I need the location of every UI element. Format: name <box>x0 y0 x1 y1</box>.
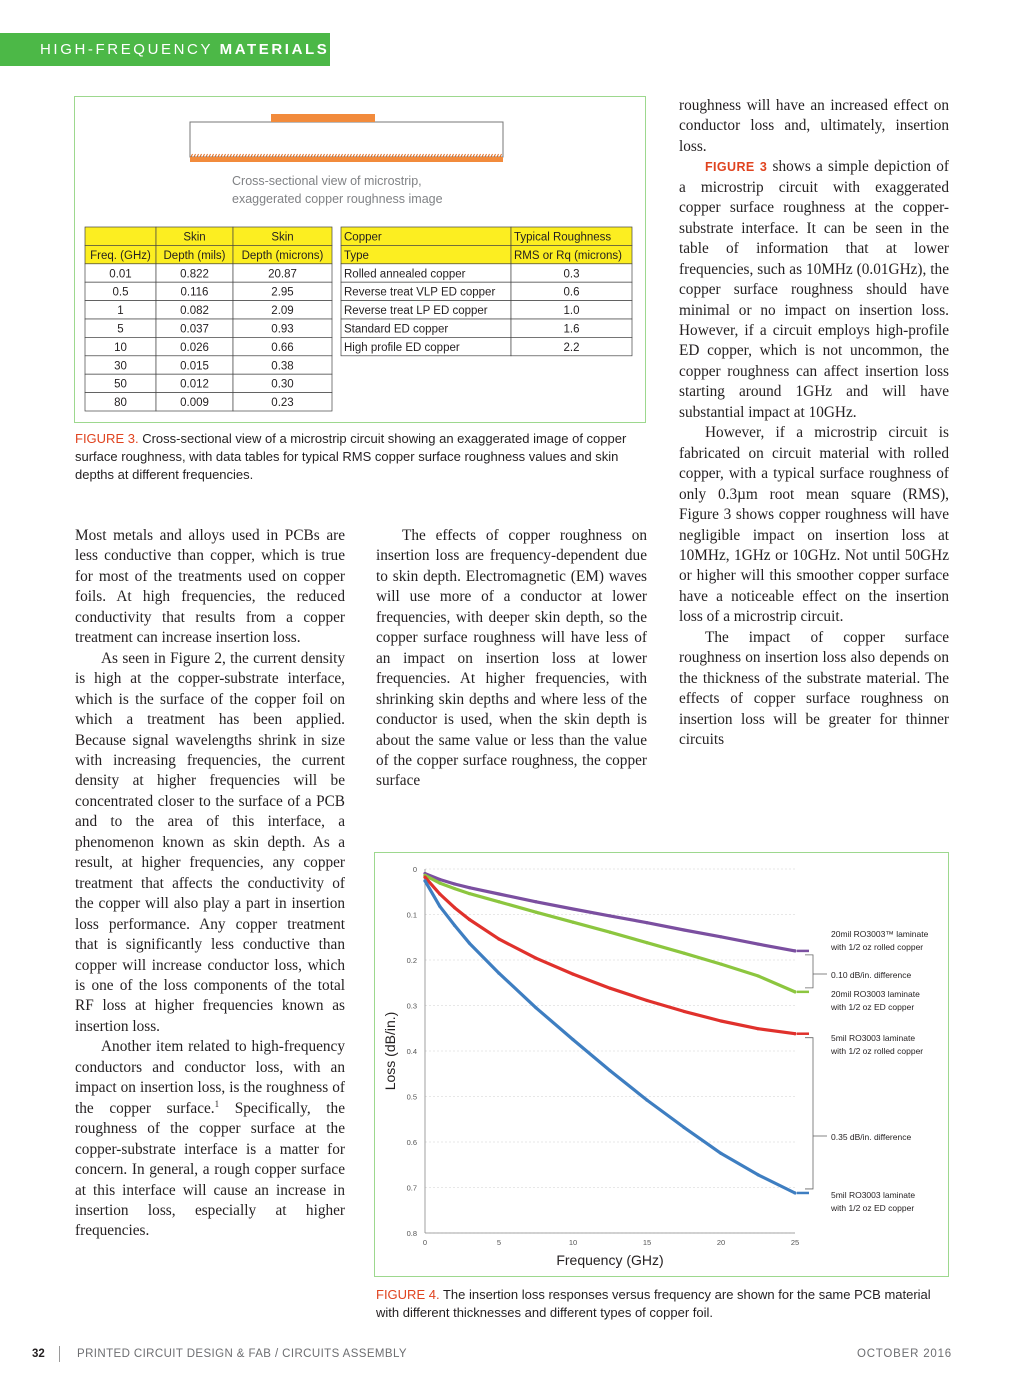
copper-roughness-value: 0.3 <box>563 268 580 281</box>
paragraph: The impact of copper surface roughness on insertion loss also depends on the thickness of the substrate material. The effects of copper surface roughness on insertion loss will be greater for thinner circuits <box>679 628 949 749</box>
x-tick-label: 20 <box>716 1238 726 1247</box>
skin-table-value: 0.93 <box>271 323 294 336</box>
skin-table-value: 0.026 <box>180 341 209 354</box>
series-1-point <box>468 886 471 889</box>
skin-table-value: 0.015 <box>180 360 209 373</box>
skin-table-value: 2.09 <box>271 305 294 318</box>
skin-header-text: Depth (microns) <box>241 249 324 262</box>
legend-entry-text: with 1/2 oz ED copper <box>831 1203 915 1213</box>
annotation-bracket-1 <box>805 955 813 988</box>
skin-table-value: 1 <box>117 305 124 318</box>
series-2-point <box>468 892 471 895</box>
skin-table-value: 0.082 <box>180 305 209 318</box>
legend-entry-text: 5mil RO3003 laminate <box>831 1033 916 1043</box>
paragraph: However, if a microstrip circuit is fabricated on circuit material with rolled copper, with a typical surface roughness of only 0.3µm root mean square (RMS), Figure 3 shows copper roughness will have negligible impact on insertion loss at 10MHz, 1GHz or 10GHz. Not until 50GHz or higher will this smoother copper surface have a noticeable effect on the insertion loss of a microstrip circuit. <box>679 424 949 626</box>
x-tick-label: 0 <box>422 1238 428 1247</box>
figure-reference: FIGURE 3 <box>705 160 768 175</box>
series-1-point <box>534 900 537 903</box>
skin-table-value: 0.012 <box>180 378 209 391</box>
microstrip-trace-top <box>271 114 375 122</box>
x-tick-label: 5 <box>496 1238 502 1247</box>
figure-3-caption <box>75 430 647 484</box>
figure-4-caption-label: FIGURE 4. <box>376 1287 440 1302</box>
skin-header-text: Freq. (GHz) <box>90 249 151 262</box>
legend-entry-text: with 1/2 oz ED copper <box>831 1002 915 1012</box>
series-3-point <box>423 876 426 879</box>
paragraph <box>75 1037 345 1242</box>
series-1-point <box>645 921 648 924</box>
paragraph: The effects of copper roughness on insertion loss are frequency-dependent due to skin depth. Electromagnetic (EM) waves will use more of a conductor at lower frequencies, with deeper skin depth, so the copper surface roughness will have less of an impact on insertion loss at lower frequencies. At higher frequencies, with shrinking skin depths and where less of the conductor is used, when the skin depth is about the same value or less than the value of the copper surface roughness, the copper surface <box>376 527 647 790</box>
series-2-point <box>682 952 685 955</box>
copper-roughness-table <box>341 227 632 356</box>
series-2-point <box>608 931 611 934</box>
paragraph-text: Another item related to high-frequency conductors and conductor loss, with an impact on insertion loss, is the roughness of the copper surface. <box>75 1038 345 1117</box>
copper-roughness-value: 1.6 <box>563 323 580 336</box>
series-2-point <box>497 900 500 903</box>
series-4-point <box>719 1152 722 1155</box>
skin-table-value: 0.23 <box>271 397 294 410</box>
figure-4-caption-text: The insertion loss responses versus frequency are shown for the same PCB material with different thicknesses and different types of copper foil. <box>376 1287 931 1320</box>
paragraph <box>679 157 949 423</box>
series-1-point <box>756 942 759 945</box>
legend-entry-text: 20mil RO3003 laminate <box>831 989 920 999</box>
cross-section-label-line1: Cross-sectional view of microstrip, <box>232 174 422 188</box>
skin-table-value: 0.30 <box>271 378 294 391</box>
series-4-point <box>571 1038 574 1041</box>
copper-type-text: Standard ED copper <box>344 323 449 336</box>
copper-type-text: Rolled annealed copper <box>344 268 466 281</box>
copper-header-text: Typical Roughness <box>514 231 612 244</box>
series-4-point <box>423 879 426 882</box>
difference-annotation: 0.35 dB/in. difference <box>831 1132 912 1142</box>
skin-table-value: 2.95 <box>271 286 294 299</box>
series-3-point <box>453 906 456 909</box>
paragraph-text: Specifically, the roughness of the copper surface at the copper-substrate interface is a matter for concern. In general, a rough copper surface at this interface will cause an increase in insertion loss, especially at higher frequencies. <box>75 1099 345 1240</box>
x-tick-label: 15 <box>642 1238 652 1247</box>
paragraph: As seen in Figure 2, the current density is high at the copper-substrate interface, which is the surface of the copper foil on which a treatment has been applied. Because signal wavelengths shrink in size with increasing frequencies, the current density at higher frequencies will be concentrated closer to the surface of a PCB and to the area of this interface, a phenomenon known as skin depth. As a result, at higher frequencies, any copper treatment that affects the conductivity of the copper will also play a part in insertion loss performance. Any copper treatment that is significantly less conductive than copper will increase conductor loss, which is one of the loss components of the total RF loss at higher frequencies known as insertion loss. <box>75 649 345 1035</box>
series-4-point <box>438 905 441 908</box>
skin-table-value: 0.66 <box>271 341 294 354</box>
copper-type-text: Reverse treat LP ED copper <box>344 305 488 318</box>
y-tick-label: 0.1 <box>406 910 417 920</box>
series-3-point <box>468 918 471 921</box>
copper-roughness-value: 1.0 <box>563 305 580 318</box>
series-1-point <box>719 935 722 938</box>
series-3-point <box>534 957 537 960</box>
chart-tick-labels <box>407 865 800 1247</box>
legend-entry-text: 5mil RO3003 laminate <box>831 1190 916 1200</box>
paragraph-text: shows a simple depiction of a microstrip circuit with exaggerated copper surface roughness at the copper-substrate interface. It can be seen in the table of information that at lower frequencies, such as 10MHz (0.01GHz), the copper surface roughness should have minimal or no impact on insertion loss. However, if a circuit employs high-profile ED copper, which is not uncommon, the copper roughness can affect insertion loss starting around 1GHz and will have substantial impact at 10GHz. <box>679 158 949 421</box>
series-3-point <box>608 987 611 990</box>
figure-3-illustration <box>75 97 647 424</box>
copper-type-text: High profile ED copper <box>344 341 460 354</box>
series-1-point <box>453 882 456 885</box>
figure-3-caption-label: FIGURE 3. <box>75 431 139 446</box>
annotation-bracket-2 <box>805 1038 813 1189</box>
copper-roughness-value: 2.2 <box>563 341 580 354</box>
legend-entry-text: 20mil RO3003™ laminate <box>831 929 929 939</box>
series-3-point <box>756 1027 759 1030</box>
ground-plane <box>190 157 503 162</box>
skin-table-value: 0.38 <box>271 360 294 373</box>
series-3-point <box>571 973 574 976</box>
x-tick-label: 10 <box>568 1238 578 1247</box>
series-4-point <box>608 1069 611 1072</box>
difference-annotation: 0.10 dB/in. difference <box>831 970 912 980</box>
cross-section-label-line2: exaggerated copper roughness image <box>232 192 443 206</box>
section-banner <box>0 33 330 66</box>
series-4-point <box>793 1191 796 1194</box>
legend-entry-text: with 1/2 oz rolled copper <box>831 1046 924 1056</box>
y-tick-label: 0.4 <box>406 1047 417 1056</box>
skin-table-value: 0.009 <box>180 397 209 410</box>
series-line-1 <box>425 874 795 951</box>
series-4-point <box>682 1126 685 1129</box>
series-3-point <box>497 937 500 940</box>
skin-header-text: Depth (mils) <box>163 249 226 262</box>
substrate <box>190 122 503 157</box>
body-column-2 <box>376 526 647 792</box>
figure-4 <box>374 852 949 1277</box>
skin-table-value: 0.01 <box>109 268 132 281</box>
series-2-point <box>534 911 537 914</box>
copper-header-text: RMS or Rq (microns) <box>514 249 622 262</box>
series-2-point <box>645 941 648 944</box>
y-tick-label: 0.2 <box>406 956 417 965</box>
body-column-3 <box>679 96 949 751</box>
figure-4-caption <box>376 1286 950 1322</box>
series-3-point <box>719 1019 722 1022</box>
skin-header-text: Skin <box>271 231 294 244</box>
series-3-point <box>438 892 441 895</box>
skin-table-value: 50 <box>114 378 127 391</box>
series-4-point <box>453 924 456 927</box>
skin-table-value: 0.5 <box>112 286 129 299</box>
skin-table-value: 30 <box>114 360 127 373</box>
figure-3-caption-text: Cross-sectional view of a microstrip circuit showing an exaggerated image of copper surface roughness, with data tables for typical RMS copper surface roughness values and skin depths at different frequencies. <box>75 431 627 482</box>
y-tick-label: 0 <box>412 865 417 874</box>
copper-roughness-value: 0.6 <box>563 286 580 299</box>
series-3-point <box>645 999 648 1002</box>
skin-table-value: 0.822 <box>180 268 209 281</box>
skin-header-text: Skin <box>183 231 206 244</box>
series-1-point <box>608 914 611 917</box>
copper-header-text: Copper <box>344 231 382 244</box>
chart-legend <box>797 929 929 1213</box>
y-axis-label: Loss (dB/in.) <box>382 1011 398 1091</box>
series-2-point <box>756 974 759 977</box>
series-1-point <box>682 928 685 931</box>
series-2-point <box>719 962 722 965</box>
y-tick-label: 0.7 <box>406 1183 417 1193</box>
copper-header-text: Type <box>344 249 369 262</box>
section-title-bold: MATERIALS <box>219 41 330 58</box>
page-number: 32 <box>32 1348 45 1360</box>
skin-table-value: 10 <box>114 341 127 354</box>
series-1-point <box>571 907 574 910</box>
series-2-point <box>438 882 441 885</box>
legend-entry-text: with 1/2 oz rolled copper <box>831 942 924 952</box>
skin-table-value: 20.87 <box>268 268 297 281</box>
series-4-point <box>497 972 500 975</box>
y-tick-label: 0.6 <box>406 1138 417 1147</box>
issue-date: OCTOBER 2016 <box>856 1348 952 1360</box>
skin-table-value: 80 <box>114 397 127 410</box>
series-3-point <box>793 1032 796 1035</box>
x-tick-label: 25 <box>790 1238 800 1247</box>
skin-depth-table <box>85 227 332 411</box>
footnote-ref: 1 <box>214 1098 220 1109</box>
series-3-point <box>682 1010 685 1013</box>
section-title-light: HIGH-FREQUENCY <box>40 41 213 58</box>
skin-header-cell <box>85 227 156 245</box>
series-4-point <box>534 1006 537 1009</box>
skin-table-value: 0.116 <box>180 286 209 299</box>
y-tick-label: 0.5 <box>406 1092 417 1102</box>
y-tick-label: 0.8 <box>406 1229 417 1238</box>
paragraph: roughness will have an increased effect on conductor loss and, ultimately, insertion loss. <box>679 97 949 155</box>
series-4-point <box>756 1173 759 1176</box>
series-2-point <box>571 921 574 924</box>
chart-series <box>423 872 796 1195</box>
series-1-point <box>793 949 796 952</box>
series-1-point <box>497 892 500 895</box>
series-2-point <box>793 990 796 993</box>
body-column-1 <box>75 526 345 1242</box>
x-axis-label: Frequency (GHz) <box>556 1252 664 1268</box>
chart-gridlines <box>425 869 795 1233</box>
publication-name: PRINTED CIRCUIT DESIGN & FAB / CIRCUITS ASSEMBLY <box>77 1348 407 1360</box>
insertion-loss-chart <box>375 853 950 1278</box>
paragraph: Most metals and alloys used in PCBs are less conductive than copper, which is true for most of the treatments used on copper foils. At high frequencies, the reduced conductivity that results from a copper treatment can increase insertion loss. <box>75 527 345 647</box>
skin-table-value: 0.037 <box>180 323 209 336</box>
y-tick-label: 0.3 <box>406 1001 417 1011</box>
series-1-point <box>438 878 441 881</box>
series-2-point <box>453 887 456 890</box>
series-4-point <box>468 942 471 945</box>
skin-table-value: 5 <box>117 323 124 336</box>
series-4-point <box>645 1099 648 1102</box>
figure-3 <box>74 96 646 423</box>
page-footer <box>32 1348 952 1364</box>
footer-divider <box>59 1346 60 1362</box>
copper-type-text: Reverse treat VLP ED copper <box>344 286 496 299</box>
